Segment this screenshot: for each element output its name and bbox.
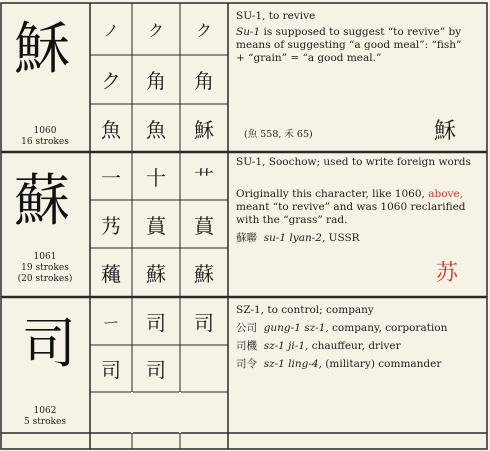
stroke-step: 司 [146,310,166,335]
entry-1061-compound: 蘇聯 su-1 lyan-2, USSR [236,232,360,244]
entry-1061-strokes: 19 strokes [21,263,69,273]
stroke-step: 魚 [146,117,166,142]
stroke-step: 艹 [194,165,214,190]
entry-1061-number: 1061 [33,252,57,262]
entry-1062-character: 司 [22,312,76,375]
stroke-step: 魚 [101,117,121,142]
entry-1062-heading: SZ-1, to control; company [236,304,374,316]
entry-1060-strokes: 16 strokes [21,137,69,147]
stroke-step: 穌 [194,117,214,142]
stroke-step: 蘒 [101,262,121,286]
stroke-step: ク [195,20,212,40]
stroke-step: 蒷 [194,213,214,238]
entry-1060-character: 穌 [14,17,70,82]
entry-1062-compound-2: 司機 sz-1 ji-1, chauffeur, driver [236,340,401,352]
entry-1060-brush-character: 穌 [434,119,457,144]
entry-1062-number: 1062 [33,406,57,416]
stroke-step: ク [147,20,164,40]
stroke-step: 角 [146,69,166,93]
stroke-step: ㄧ [101,310,121,335]
entry-1061-body: Originally this character, like 1060, above, meant “to revive” and was 1060 reclarified with the “grass” rad. [236,188,466,226]
stroke-step: 蘇 [146,262,166,286]
entry-1061-character: 蘇 [14,169,70,234]
stroke-step: 司 [146,358,166,382]
stroke-step: 角 [194,69,214,93]
stroke-step: 艿 [101,213,121,238]
entry-1061-brush-character: 苏 [436,261,459,286]
stroke-step: 蘇 [194,262,214,286]
entry-1060-number: 1060 [33,126,57,136]
entry-1061-heading: SU-1, Soochow; used to write foreign words [236,156,471,168]
entry-1060-reference: (魚 558, 禾 65) [244,129,313,140]
stroke-step: 司 [101,358,121,382]
stroke-step: 十 [146,165,166,190]
stroke-step: 一 [101,165,121,190]
entry-1062-strokes: 5 strokes [24,417,66,427]
stroke-step: ノ [102,20,119,40]
entry-1060-body: Su-1 is supposed to suggest “to revive” by means of suggesting “a good meal”: “fish” + “grain” = “a good meal.” [236,26,462,64]
entry-1062-compound-3: 司令 sz-1 ling-4, (military) commander [236,358,442,370]
entry-1060-heading: SU-1, to revive [236,10,316,22]
entry-1062-compound-1: 公司 gung-1 sz-1, company, corporation [236,322,448,334]
stroke-step: 司 [194,310,214,335]
stroke-step: 蒷 [146,213,166,238]
entry-1061-strokes-alt: (20 strokes) [17,274,73,284]
stroke-step: ク [101,69,121,93]
